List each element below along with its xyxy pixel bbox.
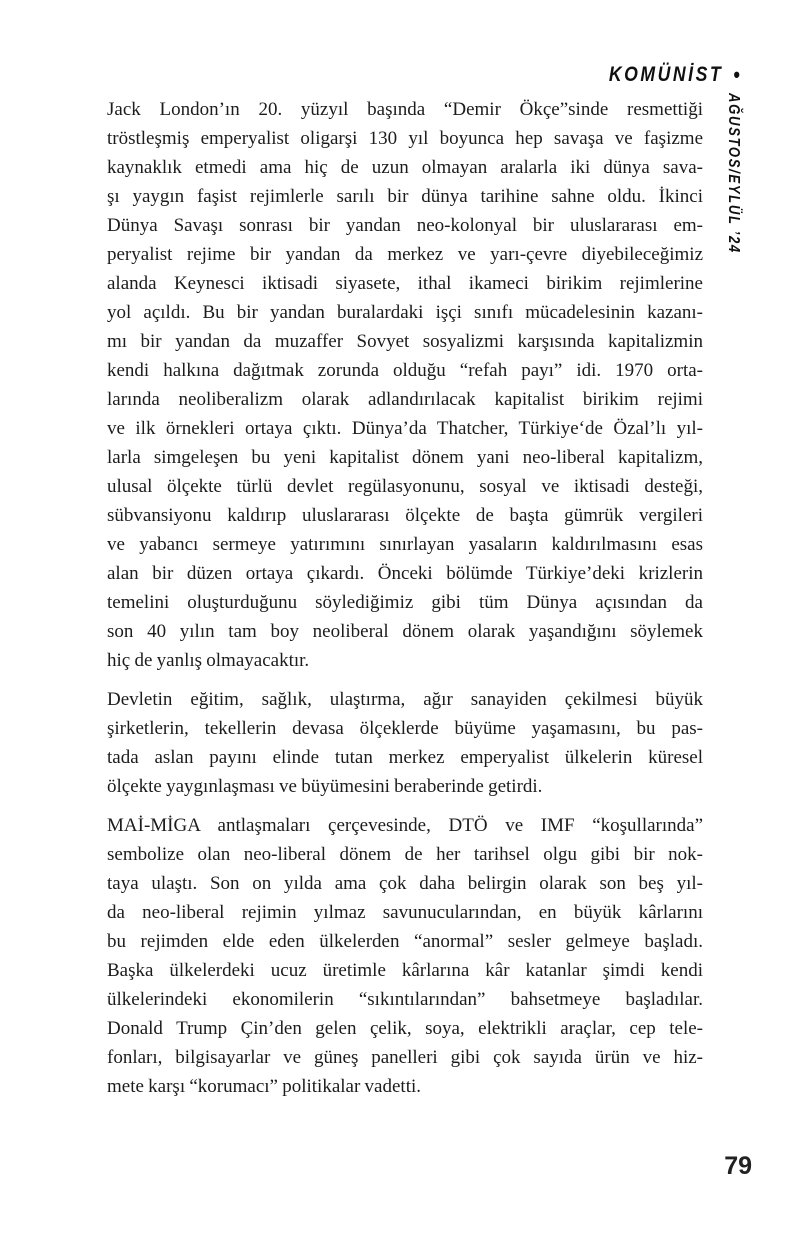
article-body	[107, 95, 703, 1111]
text-line: şı yaygın faşist rejimlerle sarılı bir dünya tarihine sahne oldu. İkinci	[107, 186, 703, 207]
masthead	[609, 63, 740, 87]
text-line: Devletin eğitim, sağlık, ulaştırma, ağır sanayiden çekilmesi büyük	[107, 689, 703, 710]
text-line: kaynaklık etmedi ama hiç de uzun olmayan aralarla iki dünya sava-	[107, 157, 703, 178]
text-line: fonları, bilgisayarlar ve güneş panelleri gibi çok sayıda ürün ve hiz-	[107, 1047, 703, 1068]
text-line: son 40 yılın tam boy neoliberal dönem olarak yaşandığını söylemek	[107, 621, 703, 642]
text-line: mete karşı “korumacı” politikalar vadetti.	[107, 1076, 422, 1097]
text-line: MAİ-MİGA antlaşmaları çerçevesinde, DTÖ ve IMF “koşullarında”	[107, 815, 703, 836]
text-line: Donald Trump Çin’den gelen çelik, soya, elektrikli araçlar, cep tele-	[107, 1018, 703, 1039]
text-line: alanda Keynesci iktisadi siyasete, ithal ikameci birikim rejimlerine	[107, 273, 703, 294]
text-line: da neo-liberal rejimin yılmaz savunucularından, en büyük kârlarını	[107, 902, 703, 923]
page-number: 79	[724, 1152, 752, 1180]
text-line: yol açıldı. Bu bir yandan buralardaki işçi sınıfı mücadelesinin kazanı-	[107, 302, 703, 323]
text-line: bu rejimden elde eden ülkelerden “anormal” sesler gelmeye başladı.	[107, 931, 703, 952]
text-line: ulusal ölçekte türlü devlet regülasyonunu, sosyal ve iktisadi desteği,	[107, 476, 703, 497]
text-line: ve ilk örnekleri ortaya çıktı. Dünya’da Thatcher, Türkiye‘de Özal’lı yıl-	[107, 418, 703, 439]
text-line: ölçekte yaygınlaşması ve büyümesini beraberinde getirdi.	[107, 776, 543, 797]
text-line: taya ulaştı. Son on yılda ama çok daha belirgin olarak son beş yıl-	[107, 873, 703, 894]
masthead-bullet-icon: •	[733, 62, 740, 87]
text-line: mı bir yandan da muzaffer Sovyet sosyalizmi karşısında kapitalizmin	[107, 331, 703, 352]
text-line: kendi halkına dağıtmak zorunda olduğu “refah payı” idi. 1970 orta-	[107, 360, 703, 381]
text-line: alan bir düzen ortaya çıkardı. Önceki bölümde Türkiye’deki krizlerin	[107, 563, 703, 584]
text-line: ve yabancı sermeye yatırımını sınırlayan yasaların kaldırılmasını esas	[107, 534, 703, 555]
text-line: Dünya Savaşı sonrası bir yandan neo-kolonyal bir uluslararası em-	[107, 215, 703, 236]
paragraph	[107, 95, 703, 675]
paragraph	[107, 685, 703, 801]
text-line: tada aslan payını elinde tutan merkez emperyalist ülkelerin küresel	[107, 747, 703, 768]
magazine-title: KOMÜNİST	[609, 63, 724, 86]
text-line: temelini oluşturduğunu söylediğimiz gibi tüm Dünya açısından da	[107, 592, 703, 613]
text-line: peryalist rejime bir yandan da merkez ve yarı-çevre diyebileceğimiz	[107, 244, 703, 265]
text-line: ülkelerindeki ekonomilerin “sıkıntılarından” bahsetmeye başladılar.	[107, 989, 703, 1010]
text-line: larında neoliberalizm olarak adlandırılacak kapitalist birikim rejimi	[107, 389, 703, 410]
paragraph	[107, 811, 703, 1101]
text-line: şirketlerin, tekellerin devasa ölçeklerde büyüme yaşamasını, bu pas-	[107, 718, 703, 739]
issue-date-vertical: AĞUSTOS/EYLÜL ’24	[725, 93, 742, 254]
text-line: sembolize olan neo-liberal dönem de her tarihsel olgu gibi bir nok-	[107, 844, 703, 865]
text-line: hiç de yanlış olmayacaktır.	[107, 650, 310, 671]
text-line: tröstleşmiş emperyalist oligarşi 130 yıl boyunca hep savaşa ve faşizme	[107, 128, 703, 149]
text-line: Başka ülkelerdeki ucuz üretimle kârlarına kâr katanlar şimdi kendi	[107, 960, 703, 981]
text-line: Jack London’ın 20. yüzyıl başında “Demir Ökçe”sinde resmettiği	[107, 99, 703, 120]
text-line: larla simgeleşen bu yeni kapitalist dönem yani neo-liberal kapitalizm,	[107, 447, 703, 468]
text-line: sübvansiyonu kaldırıp uluslararası ölçekte de başta gümrük vergileri	[107, 505, 703, 526]
